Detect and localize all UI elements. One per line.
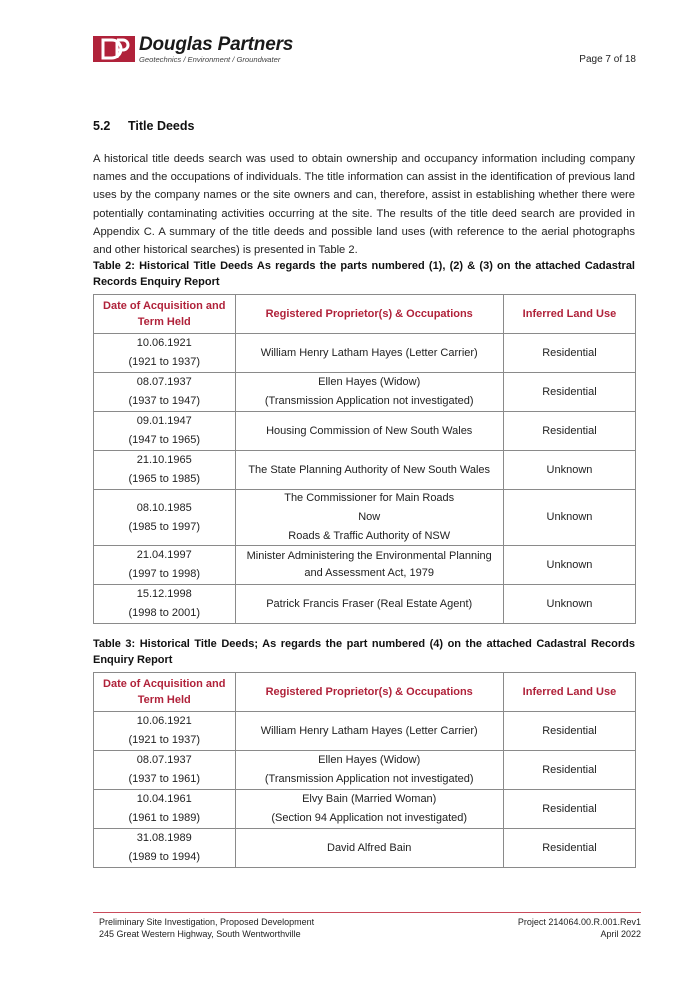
acquisition-date: 10.06.1921 <box>136 337 192 349</box>
column-header: Date of Acquisition and Term Held <box>94 673 236 712</box>
term-held: (1997 to 1998) <box>128 568 201 580</box>
acquisition-date: 08.07.1937 <box>136 376 192 388</box>
land-use-cell: Unknown <box>503 546 635 585</box>
proprietor-cell <box>235 490 503 546</box>
land-use-cell: Residential <box>503 751 635 790</box>
proprietor-line: Elvy Bain (Married Woman) <box>302 793 437 805</box>
proprietor-line: Ellen Hayes (Widow) <box>318 754 421 766</box>
proprietor-line: Housing Commission of New South Wales <box>266 424 473 437</box>
term-held: (1998 to 2001) <box>128 607 201 619</box>
proprietor-line: Ellen Hayes (Widow) <box>318 376 421 388</box>
acquisition-date: 08.07.1937 <box>136 754 192 766</box>
land-use-cell: Unknown <box>503 490 635 546</box>
proprietor-line: William Henry Latham Hayes (Letter Carrier) <box>260 346 478 359</box>
proprietor-line: David Alfred Bain <box>327 841 412 854</box>
acquisition-cell <box>94 546 236 585</box>
acquisition-date: 09.01.1947 <box>136 415 192 427</box>
acquisition-cell <box>94 712 236 751</box>
acquisition-cell <box>94 751 236 790</box>
section-title: Title Deeds <box>128 119 195 133</box>
acquisition-date: 10.04.1961 <box>136 793 192 805</box>
column-header: Inferred Land Use <box>503 295 635 334</box>
table-row <box>94 412 636 451</box>
section-paragraph: A historical title deeds search was used to obtain ownership and occupancy information including company names and the occupations of individuals. The title information can assist in the identification of previous land uses by the company names or the site owners and can, therefore, assist in establishing whether there were potentially contaminating activities occurring at the site. The results of the title deed search are provided in Appendix C. A summary of the title deeds and possible land uses (with reference to the aerial photographs and other historical searches) is presented in Table 2. <box>93 153 635 257</box>
proprietor-cell <box>235 546 503 585</box>
acquisition-date: 08.10.1985 <box>136 501 192 514</box>
table-3 <box>93 672 636 868</box>
acquisition-date: 21.04.1997 <box>136 549 192 561</box>
acquisition-cell <box>94 790 236 829</box>
land-use-cell: Residential <box>503 712 635 751</box>
section-number: 5.2 <box>93 119 111 133</box>
proprietor-line: The State Planning Authority of New South Wales <box>248 463 491 476</box>
proprietor-line: (Section 94 Application not investigated) <box>271 812 468 824</box>
column-header: Inferred Land Use <box>503 673 635 712</box>
acquisition-cell <box>94 490 236 546</box>
proprietor-line: Now <box>358 511 381 523</box>
footer-left-line: Preliminary Site Investigation, Proposed Development <box>99 917 315 927</box>
acquisition-date: 21.10.1965 <box>136 454 192 466</box>
column-header: Date of Acquisition and Term Held <box>94 295 236 334</box>
acquisition-cell <box>94 412 236 451</box>
term-held: (1937 to 1961) <box>128 773 201 785</box>
proprietor-line: The Commissioner for Main Roads <box>284 492 455 504</box>
footer-left <box>99 917 314 940</box>
acquisition-cell <box>94 451 236 490</box>
term-held: (1947 to 1965) <box>128 434 201 446</box>
footer-right <box>518 917 641 940</box>
term-held: (1961 to 1989) <box>128 812 201 824</box>
land-use-cell: Unknown <box>503 451 635 490</box>
term-held: (1921 to 1937) <box>128 356 201 368</box>
column-header: Registered Proprietor(s) & Occupations <box>235 673 503 712</box>
table-row <box>94 546 636 585</box>
table-header-row <box>94 673 636 712</box>
table-row <box>94 334 636 373</box>
douglas-partners-logo-icon <box>93 36 135 62</box>
company-logo <box>93 36 323 66</box>
proprietor-line: (Transmission Application not investigated) <box>264 395 474 407</box>
term-held: (1937 to 1947) <box>128 395 201 407</box>
column-header: Registered Proprietor(s) & Occupations <box>235 295 503 334</box>
acquisition-cell <box>94 373 236 412</box>
proprietor-line: (Transmission Application not investigated) <box>264 773 474 785</box>
table-row <box>94 490 636 546</box>
table-row <box>94 451 636 490</box>
table-2-caption: Table 2: Historical Title Deeds As regards the parts numbered (1), (2) & (3) on the attached Cadastral Records Enquiry Report <box>93 260 635 288</box>
table-header-row <box>94 295 636 334</box>
table-row <box>94 829 636 868</box>
acquisition-date: 10.06.1921 <box>136 715 192 727</box>
logo-name: Douglas Partners <box>139 34 294 55</box>
acquisition-date: 31.08.1989 <box>136 832 192 844</box>
footer-divider <box>93 912 641 913</box>
proprietor-cell <box>235 790 503 829</box>
acquisition-date: 15.12.1998 <box>136 588 192 600</box>
term-held: (1989 to 1994) <box>128 851 201 863</box>
proprietor-line: Patrick Francis Fraser (Real Estate Agent) <box>266 597 473 610</box>
table-row <box>94 585 636 624</box>
proprietor-cell <box>235 334 503 373</box>
footer-left-line: 245 Great Western Highway, South Wentworthville <box>99 928 301 939</box>
land-use-cell: Residential <box>503 829 635 868</box>
acquisition-cell <box>94 334 236 373</box>
land-use-cell: Unknown <box>503 585 635 624</box>
acquisition-cell <box>94 585 236 624</box>
land-use-cell: Residential <box>503 334 635 373</box>
proprietor-cell <box>235 451 503 490</box>
proprietor-line: Minister Administering the Environmental Planning and Assessment Act, 1979 <box>246 550 492 579</box>
section-heading <box>93 119 194 133</box>
land-use-cell: Residential <box>503 373 635 412</box>
table-2 <box>93 294 636 624</box>
proprietor-cell <box>235 712 503 751</box>
term-held: (1921 to 1937) <box>128 734 201 746</box>
page-number: Page 7 of 18 <box>579 54 636 65</box>
footer-right-line: April 2022 <box>600 928 641 939</box>
table-row <box>94 751 636 790</box>
proprietor-line: Roads & Traffic Authority of NSW <box>288 530 451 542</box>
term-held: (1985 to 1997) <box>128 520 201 533</box>
table-3-caption: Table 3: Historical Title Deeds; As regards the part numbered (4) on the attached Cadastral Records Enquiry Report <box>93 638 635 666</box>
term-held: (1965 to 1985) <box>128 473 201 485</box>
proprietor-line: William Henry Latham Hayes (Letter Carrier) <box>260 724 478 737</box>
logo-tagline: Geotechnics / Environment / Groundwater <box>139 55 281 64</box>
proprietor-cell <box>235 412 503 451</box>
proprietor-cell <box>235 829 503 868</box>
proprietor-cell <box>235 373 503 412</box>
land-use-cell: Residential <box>503 412 635 451</box>
acquisition-cell <box>94 829 236 868</box>
proprietor-cell <box>235 751 503 790</box>
footer-right-line: Project 214064.00.R.001.Rev1 <box>517 917 641 927</box>
table-row <box>94 790 636 829</box>
table-row <box>94 373 636 412</box>
proprietor-cell <box>235 585 503 624</box>
land-use-cell: Residential <box>503 790 635 829</box>
table-row <box>94 712 636 751</box>
